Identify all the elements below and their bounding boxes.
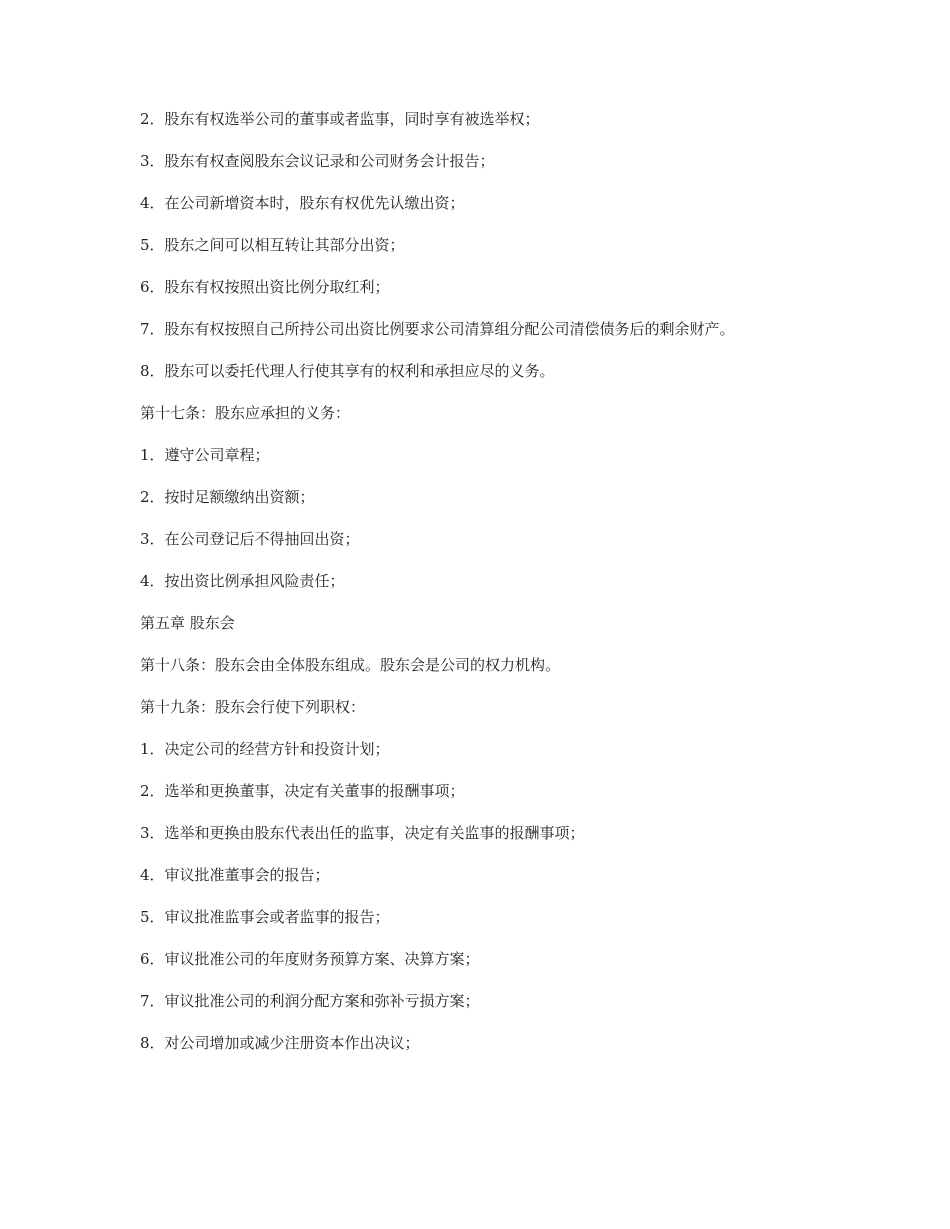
paragraph-right-6: 6．股东有权按照出资比例分取红利； [140, 278, 390, 296]
paragraph-power-6: 6．审议批准公司的年度财务预算方案、决算方案； [140, 950, 480, 968]
paragraph-right-5: 5．股东之间可以相互转让其部分出资； [140, 236, 405, 254]
paragraph-duty-3: 3．在公司登记后不得抽回出资； [140, 530, 360, 548]
paragraph-right-3: 3．股东有权查阅股东会议记录和公司财务会计报告； [140, 152, 495, 170]
article-17-heading: 第十七条：股东应承担的义务： [140, 404, 351, 422]
paragraph-power-7: 7．审议批准公司的利润分配方案和弥补亏损方案； [140, 992, 480, 1010]
paragraph-right-8: 8．股东可以委托代理人行使其享有的权利和承担应尽的义务。 [140, 362, 555, 380]
paragraph-power-2: 2．选举和更换董事，决定有关董事的报酬事项； [140, 782, 465, 800]
paragraph-power-3: 3．选举和更换由股东代表出任的监事，决定有关监事的报酬事项； [140, 824, 585, 842]
paragraph-right-4: 4．在公司新增资本时，股东有权优先认缴出资； [140, 194, 465, 212]
article-19-heading: 第十九条：股东会行使下列职权： [140, 698, 366, 716]
paragraph-right-2: 2．股东有权选举公司的董事或者监事，同时享有被选举权； [140, 110, 540, 128]
paragraph-power-1: 1．决定公司的经营方针和投资计划； [140, 740, 390, 758]
paragraph-duty-4: 4．按出资比例承担风险责任； [140, 572, 345, 590]
paragraph-power-4: 4．审议批准董事会的报告； [140, 866, 330, 884]
document-body [140, 108, 800, 1074]
paragraph-power-8: 8．对公司增加或减少注册资本作出决议； [140, 1034, 420, 1052]
paragraph-power-5: 5．审议批准监事会或者监事的报告； [140, 908, 390, 926]
article-18: 第十八条：股东会由全体股东组成。股东会是公司的权力机构。 [140, 656, 561, 674]
paragraph-right-7: 7．股东有权按照自己所持公司出资比例要求公司清算组分配公司清偿债务后的剩余财产。 [140, 320, 735, 338]
paragraph-duty-1: 1．遵守公司章程； [140, 446, 270, 464]
paragraph-duty-2: 2．按时足额缴纳出资额； [140, 488, 315, 506]
chapter-5-heading: 第五章 股东会 [140, 614, 235, 632]
